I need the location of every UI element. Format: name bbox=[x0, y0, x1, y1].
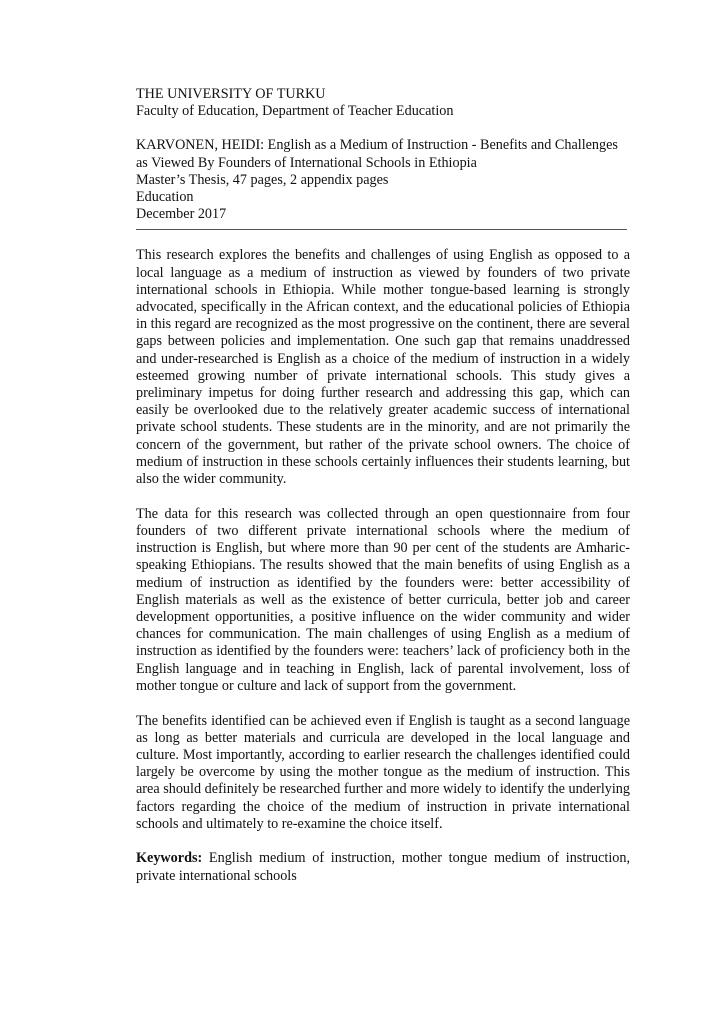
author-title-line-2: as Viewed By Founders of International Schools in Ethiopia bbox=[136, 154, 477, 171]
spacer bbox=[136, 120, 630, 137]
keywords-text: English medium of instruction, mother tongue medium of instruction, private international schools bbox=[136, 850, 630, 884]
spacer bbox=[136, 230, 630, 247]
abstract-paragraph-2: The data for this research was collected through an open questionnaire from four founders of two different private international schools where the medium of instruction is English, but where more than 90 per cent of the students are Amharic-speaking Ethiopians. The results showed that the main benefits of using English as a medium of instruction as identified by the founders were: better accessibility of English materials as well as the existence of better curricula, better job and career development opportunities, a positive influence on the wider community and wider chances for communication. The main challenges of using English as a medium of instruction as identified by the founders were: teachers’ lack of proficiency both in the English language and in teaching in English, lack of parental involvement, loss of mother tongue or culture and lack of support from the government. bbox=[136, 505, 630, 694]
spacer bbox=[136, 695, 630, 713]
abstract-page bbox=[136, 86, 630, 885]
date: December 2017 bbox=[136, 206, 227, 223]
faculty-department: Faculty of Education, Department of Teacher Education bbox=[136, 103, 454, 120]
keywords-label: Keywords: bbox=[136, 850, 203, 867]
abstract-paragraph-1: This research explores the benefits and challenges of using English as opposed to a local language as a medium of instruction as viewed by founders of two private international schools in Ethiopia. While mother tongue-based learning is strongly advocated, specifically in the African context, and the educational policies of Ethiopia in this regard are recognized as the most progressive on the continent, there are several gaps between policies and implementation. One such gap that remains unaddressed and under-researched is English as a choice of the medium of instruction in a widely esteemed growing number of private international schools. This study gives a preliminary impetus for doing further research and addressing this gap, which can easily be overlooked due to the relatively greater academic success of international private school students. These students are in the minority, and are not primarily the concern of the government, but rather of the private school owners. The choice of medium of instruction in these schools certainly influences their students learning, but also the wider community. bbox=[136, 247, 630, 488]
thesis-info: Master’s Thesis, 47 pages, 2 appendix pages bbox=[136, 171, 389, 188]
author-title-line-1: KARVONEN, HEIDI: English as a Medium of Instruction - Benefits and Challenges bbox=[136, 137, 618, 154]
spacer bbox=[136, 488, 630, 506]
spacer bbox=[136, 833, 630, 851]
abstract-paragraph-3: The benefits identified can be achieved even if English is taught as a second language as long as better materials and curricula are developed in the local language and culture. Most importantly, according to earlier research the challenges identified could largely be overcome by using the mother tongue as the medium of instruction. This area should definitely be researched further and more widely to identify the underlying factors regarding the choice of the medium of instruction in private international schools and ultimately to re-examine the choice itself. bbox=[136, 712, 630, 832]
keywords bbox=[136, 850, 630, 884]
university-name: THE UNIVERSITY OF TURKU bbox=[136, 86, 326, 102]
subject: Education bbox=[136, 189, 194, 206]
